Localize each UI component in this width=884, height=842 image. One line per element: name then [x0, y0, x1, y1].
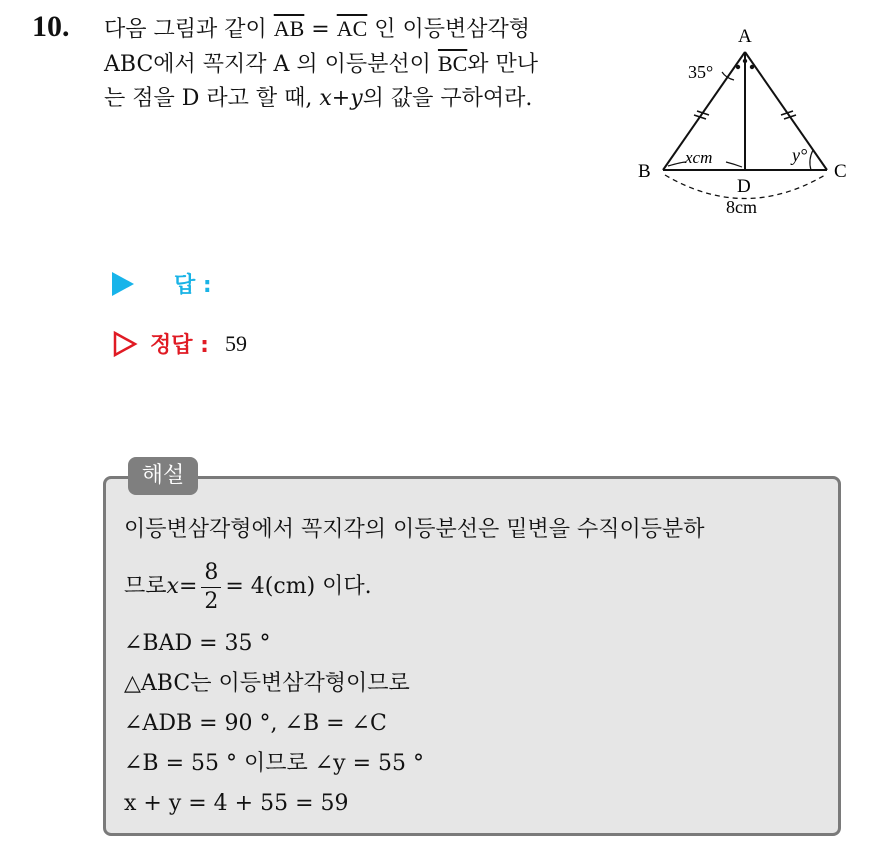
question-line-3-start: 는 점을 D 라고 할 때,: [104, 86, 320, 111]
vertex-c-label: C: [834, 161, 847, 182]
x-length-arrow-right: [726, 162, 742, 167]
question-variable-expression: x+y: [319, 86, 363, 111]
explanation-line-2-end: = 4(cm) 이다.: [225, 574, 372, 599]
segment-ab: $\overline{AB}$: [273, 16, 305, 41]
outline-play-icon: [112, 330, 138, 358]
outline-play-icon-shape: [112, 330, 138, 358]
base-length-label: 8cm: [726, 197, 757, 217]
fraction: [201, 559, 221, 614]
question-number: 10.: [32, 10, 70, 43]
triangle-figure: [630, 20, 860, 220]
question-line-2: [104, 47, 624, 82]
question-line-1-end: 인 이등변삼각형: [367, 17, 531, 42]
explanation-line-6: ∠B = 55 ° 이므로 ∠y = 55 °: [124, 751, 425, 776]
explanation-variable-x: x: [166, 574, 179, 599]
explanation-line-2: [124, 550, 829, 624]
x-length-arrow-left: [668, 162, 686, 166]
segment-x-label: xcm: [685, 148, 713, 167]
angle-y-label: y°: [792, 145, 808, 165]
fraction-denominator: 2: [204, 588, 219, 614]
question-line-3: [104, 82, 624, 116]
explanation-line-5: ∠ADB = 90 °, ∠B = ∠C: [124, 711, 387, 736]
play-icon: [112, 272, 134, 296]
correct-answer-label: 정답 :: [150, 333, 209, 358]
angle-mark-dot-3: [743, 59, 747, 63]
side-ac: [745, 52, 827, 170]
question-text: [104, 12, 624, 116]
question-line-1-start: 다음 그림과 같이: [104, 17, 274, 42]
question-line-2-end: 와 만나: [467, 52, 539, 77]
explanation-line-4: △ABC는 이등변삼각형이므로: [124, 671, 410, 696]
explanation-tag: 해설: [128, 457, 198, 495]
explanation-text: [124, 510, 829, 824]
equals-sign: =: [304, 17, 337, 42]
angle-mark-dot-1: [736, 65, 740, 69]
explanation-equals: =: [178, 574, 198, 599]
angle-mark-dot-2: [750, 65, 754, 69]
angle-35-label: 35°: [688, 62, 714, 82]
correct-answer-value: 59: [224, 330, 247, 356]
fraction-numerator: 8: [201, 562, 221, 588]
vertex-a-label: A: [738, 26, 752, 47]
answer-row: [112, 268, 228, 299]
vertex-b-label: B: [638, 161, 651, 182]
question-line-3-end: 의 값을 구하여라.: [362, 86, 533, 111]
answer-label: 답 :: [174, 273, 212, 298]
explanation-line-3: ∠BAD = 35 °: [124, 631, 271, 656]
triangle-diagram: [630, 20, 860, 220]
correct-answer-row: [112, 328, 247, 359]
point-d-label: D: [737, 176, 751, 197]
explanation-line-2-start: 므로: [124, 574, 167, 599]
segment-ac: $\overline{AC}$: [336, 16, 368, 41]
angle-y-arc: [810, 150, 813, 170]
explanation-line-1: 이등변삼각형에서 꼭지각의 이등분선은 밑변을 수직이등분하: [124, 517, 705, 542]
segment-bc: $\overline{BC}$: [437, 51, 468, 76]
explanation-line-7: x + y = 4 + 55 = 59: [124, 791, 349, 816]
question-line-1: [104, 12, 624, 47]
question-line-2-start: ABC에서 꼭지각 A 의 이등분선이: [104, 52, 438, 77]
